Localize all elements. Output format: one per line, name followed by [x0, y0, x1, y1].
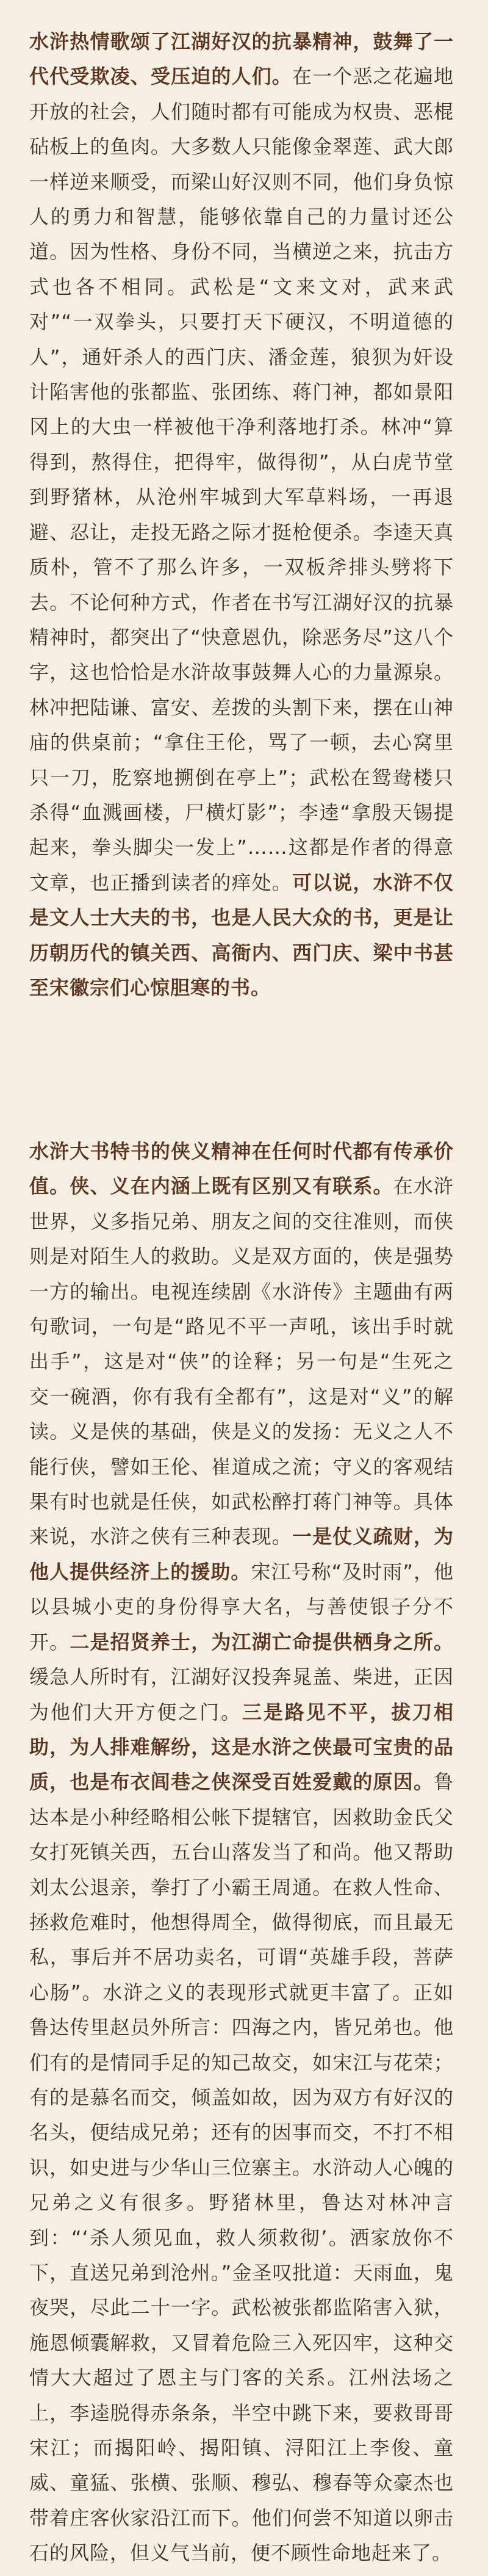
paragraph-spacer — [29, 1123, 454, 1134]
paragraph-chivalry — [29, 1134, 454, 2571]
point-two-heading: 二是招贤养士，为江湖亡命提供栖身之所。 — [70, 1630, 454, 1654]
point-one-heading: 一是仗义疏财，为他人提供经济上的援助。 — [29, 1525, 454, 1583]
paragraph-2-lead: 水浒大书特书的侠义精神在任何时代都有传承价值。侠、义在内涵上既有区别又有联系。 — [29, 1140, 454, 1198]
paragraph-1-body: 在一个恶之花遍地开放的社会，人们随时都有可能成为权贵、恶棍砧板上的鱼肉。大多数人只能像金翠莲、武大郎一样逆来顺受，而梁山好汉则不同，他们身负惊人的勇力和智慧，能够依靠自己的力量讨还公道。因为性格、身份不同，当横逆之来，抗击方式也各不相同。武松是“文来文对，武来武对”“一双拳头，只要打天下硬汉，不明道德的人”，通奸杀人的西门庆、潘金莲，狼狈为奸设计陷害他的张都监、张团练、蒋门神，都如景阳冈上的大虫一样被他干净利落地打杀。林冲“算得到，熬得住，把得牢，做得彻”，从白虎节堂到野猪林，从沧州牢城到大军草料场，一再退避、忍让，走投无路之际才挺枪便杀。李逵天真质朴，管不了那么许多，一双板斧排头劈将下去。不论何种方式，作者在书写江湖好汉的抗暴精神时，都突出了“快意恩仇，除恶务尽”这八个字，这也恰恰是水浒故事鼓舞人心的力量源泉。林冲把陆谦、富安、差拨的头割下来，摆在山神庙的供桌前；“拿住王伦，骂了一顿，去心窝里只一刀，肐察地搠倒在亭上”；武松在鸳鸯楼只杀得“血溅画楼，尸横灯影”；李逵“拿殷天锡提起来，拳头脚尖一发上”……这都是作者的得意文章，也正播到读者的痒处。 — [29, 65, 454, 894]
paragraph-1-lead: 水浒热情歌颂了江湖好汉的抗暴精神，鼓舞了一代代受欺凌、受压迫的人们。 — [29, 30, 454, 89]
paragraph-1-conclusion: 可以说，水浒不仅是文人士大夫的书，也是人民大众的书，更是让历朝历代的镇关西、高衙内、西门庆、梁中书甚至宋徽宗们心惊胆寒的书。 — [29, 870, 454, 999]
point-three-body: 鲁达本是小种经略相公帐下提辖官，因救助金氏父女打死镇关西，五台山落发当了和尚。他又帮助刘太公退亲，拳打了小霸王周通。在救人性命、拯救危难时，他想得周全，做得彻底，而且最无私，事后并不居功卖名，可谓“英雄手段，菩萨心肠”。水浒之义的表现形式就更丰富了。正如鲁达传里赵员外所言：四海之内，皆兄弟也。他们有的是情同手足的知己故交，如宋江与花荣；有的是慕名而交，倾盖如故，因为双方有好汉的名头，便结成兄弟；还有的因事而交，不打不相识，如史进与少华山三位寨主。水浒动人心魄的兄弟之义有很多。野猪林里，鲁达对林冲言到：“‘杀人须见血，救人须救彻’。洒家放你不下，直送兄弟到沧州。”金圣叹批道：天雨血，鬼夜哭，尽此二十一字。武松被张都监陷害入狱，施恩倾囊解救，又冒着危险三入死囚牢，这种交情大大超过了恩主与门客的关系。江州法场之上，李逵脱得赤条条，半空中跳下来，要救哥哥宋江；而揭阳岭、揭阳镇、浔阳江上李俊、童威、童猛、张横、张顺、穆弘、穆春等众豪杰也带着庄客伙家沿江而下。他们何尝不知道以卵击石的风险，但义气当前，便不顾性命地赶来了。 — [29, 1770, 454, 2565]
point-three-heading: 三是路见不平，拔刀相助，为人排难解纷，这是水浒之侠最可宝贵的品质，也是布衣闾巷之侠深受百姓爱戴的原因。 — [29, 1700, 454, 1794]
paragraph-resistance — [29, 24, 454, 1123]
point-two-body: 缓急人所时有，江湖好汉投奔晁盖、柴进，正因为他们大开方便之门。 — [29, 1665, 454, 1724]
point-one-body: 宋江号称“及时雨”，他以县城小吏的身份得享大名，与善使银子分不开。 — [29, 1560, 454, 1654]
paragraph-2-body-intro: 在水浒世界，义多指兄弟、朋友之间的交往准则，而侠则是对陌生人的救助。义是双方面的，侠是强势一方的输出。电视连续剧《水浒传》主题曲有两句歌词，一句是“路见不平一声吼，该出手时就出手”，这是对“侠”的诠释；另一句是“生死之交一碗酒，你有我有全都有”，这是对“义”的解读。义是侠的基础，侠是义的发扬：无义之人不能行侠，譬如王伦、崔道成之流；守义的客观结果有时也就是任侠，如武松醉打蒋门神等。具体来说，水浒之侠有三种表现。 — [29, 1174, 454, 1549]
